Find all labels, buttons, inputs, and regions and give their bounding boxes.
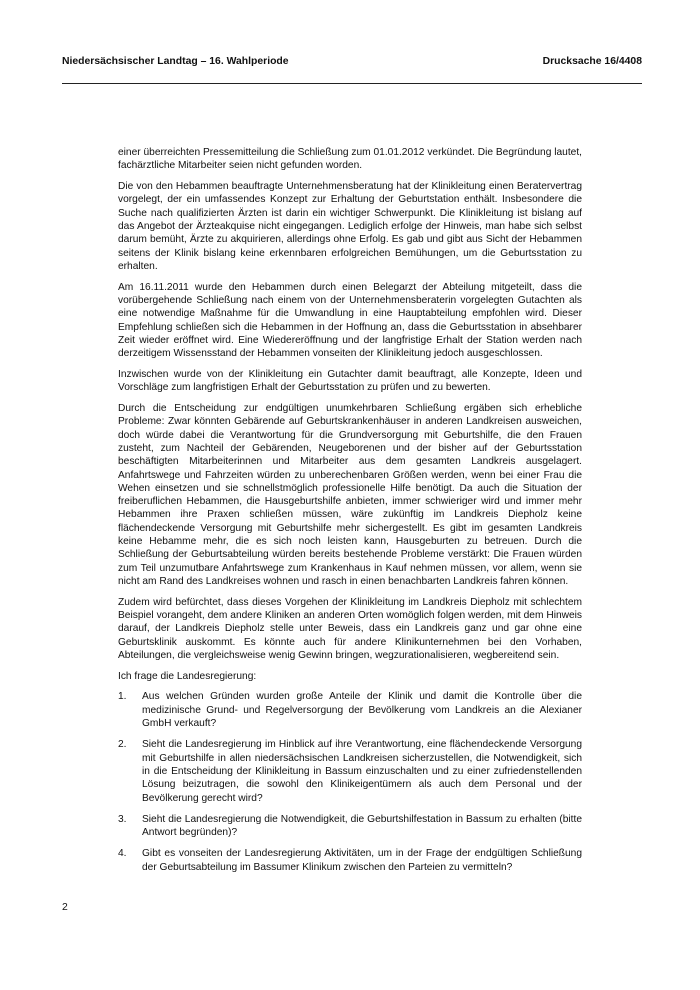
question-text: Sieht die Landesregierung im Hinblick auf ihre Verantwortung, eine flächendeckende Versorgung mit Geburtshilfe in allen niedersächsischen Landkreisen sicherzustellen, die Notwendigkeit, sich in die Entscheidung der Klinikleitung in Bassum einzuschalten und zu einer zufriedenstellenden Lösung beizutragen, die sowohl den Klinikeigentümern als auch dem Personal und der Bevölkerung gerecht wird? (142, 739, 582, 804)
document-body (118, 146, 582, 882)
question-number: 1. (118, 691, 127, 703)
question-list (118, 690, 582, 874)
paragraph-closure-announcement: einer überreichten Pressemitteilung die Schließung zum 01.01.2012 verkündet. Die Begründung lautet, fachärztliche Mitarbeiter seien nicht gefunden worden. (118, 147, 582, 172)
paragraph-precedent: Zudem wird befürchtet, dass dieses Vorgehen der Klinikleitung im Landkreis Diepholz mit schlechtem Beispiel vorangeht, dem andere Kliniken an anderen Orten womöglich folgen werden, mit dem Hinweis darauf, der Landkreis Diepholz stelle unter Beweis, dass ein Landkreis ganz und gar ohne eine Geburtsklinik auskommt. Es könnte auch für andere Klinikunternehmen bei den Vorhaben, Abteilungen, die vergleichsweise wenig Gewinn bringen, wegzurationalisieren, wegbereitend sein. (118, 596, 582, 661)
paragraph-problems: Durch die Entscheidung zur endgültigen unumkehrbaren Schließung ergäben sich erhebliche Probleme: Zwar könnten Gebärende auf Geburtskrankenhäuser in anderen Landkreisen ausweichen, doch würde dabei die Verantwortung für die Grundversorgung mit Geburtshilfe, die den Frauen zusteht, zum Nachteil der Gebärenden, Neugeborenen und der bisher auf der Geburtsstation beschäftigten Mitarbeiterinnen und Mitarbeiter aus dem gesamten Landkreis ausgelagert. Anfahrtswege und Fahrzeiten würden zu unberechenbaren Größen werden, wenn bei einer Frau die Wehen einsetzen und sie schnellstmöglich professionelle Hilfe benötigt. Da auch die Situation der freiberuflichen Hebammen, die Hausgeburtshilfe anbieten, immer schwieriger wird und immer mehr Hebammen ihre Praxen schließen müssen, wäre zukünftig im Landkreis Diepholz keine flächendeckende Versorgung mit Geburtshilfe mehr sichergestellt. Es gibt im gesamten Landkreis keine Hebamme mehr, die es sich noch leisten kann, Hausgeburten zu betreuen. Durch die Schließung der Geburtsabteilung würden bereits bestehende Probleme verstärkt: Die Frauen würden zum Teil unzumutbare Anfahrtswege zum Krankenhaus in Kauf nehmen müssen, vor allem, wenn sie nicht am Rand des Landkreises wohnen und rasch in einen benachbarten Landkreis fahren können. (118, 403, 582, 587)
question-text: Gibt es vonseiten der Landesregierung Aktivitäten, um in der Frage der endgültigen Schließung der Geburtsabteilung im Bassumer Klinikum zwischen den Parteien zu vermitteln? (142, 848, 582, 873)
question-text: Aus welchen Gründen wurden große Anteile der Klinik und damit die Kontrolle über die medizinische Grund- und Regelversorgung der Bevölkerung vom Landkreis an die Alexianer GmbH verkauft? (142, 691, 582, 730)
page-number: 2 (62, 902, 68, 913)
paragraph-temporary-closure: Am 16.11.2011 wurde den Hebammen durch einen Belegarzt der Abteilung mitgeteilt, dass die vorübergehende Schließung nach einem von der Unternehmensberaterin vorgelegten Gutachten als eine notwendige Maßnahme für die Umwandlung in eine Hauptabteilung empfohlen wird. Dieser Empfehlung schließen sich die Hebammen in der Hoffnung an, dass die Geburtsstation in absehbarer Zeit wieder eröffnet wird. Eine Wiedereröffnung und der langfristige Erhalt der Station werden nach derzeitigem Wissensstand der Hebammen vonseiten der Klinikleitung jedoch ausgeschlossen. (118, 281, 582, 360)
list-item (118, 847, 582, 874)
paragraph-consulting: Die von den Hebammen beauftragte Unternehmensberatung hat der Klinikleitung einen Beratervertrag vorgelegt, der ein umfassendes Konzept zur Erhaltung der Geburtstation enthält. Insbesondere die Suche nach qualifizierten Ärzten ist darin ein wichtiger Schwerpunkt. Die Klinikleitung ist bislang auf das Angebot der Ärzteakquise nicht eingegangen. Lediglich erfolge der Hinweis, man habe sich selbst darum bemüht, Ärzte zu akquirieren, allerdings ohne Erfolg. Es gab und gibt aus Sicht der Hebammen seitens der Klinik bislang keine erkennbaren erfolgreichen Bemühungen, um die Geburtsstation zu erhalten. (118, 181, 582, 272)
header-divider (62, 83, 642, 84)
header-title: Niedersächsischer Landtag – 16. Wahlperiode (62, 56, 289, 67)
paragraph-expert-review: Inzwischen wurde von der Klinikleitung ein Gutachter damit beauftragt, alle Konzepte, Ideen und Vorschläge zum langfristigen Erhalt der Geburtsstation zu prüfen und zu bewerten. (118, 368, 582, 394)
questions-intro: Ich frage die Landesregierung: (118, 670, 257, 682)
document-number: Drucksache 16/4408 (542, 56, 642, 67)
question-number: 3. (118, 813, 127, 825)
question-number: 2. (118, 739, 127, 751)
question-text: Sieht die Landesregierung die Notwendigkeit, die Geburtshilfestation in Bassum zu erhalten (bitte Antwort begründen)? (142, 813, 582, 839)
page-header (62, 56, 642, 67)
question-number: 4. (118, 848, 127, 860)
list-item (118, 813, 582, 840)
list-item (118, 738, 582, 804)
list-item (118, 690, 582, 730)
